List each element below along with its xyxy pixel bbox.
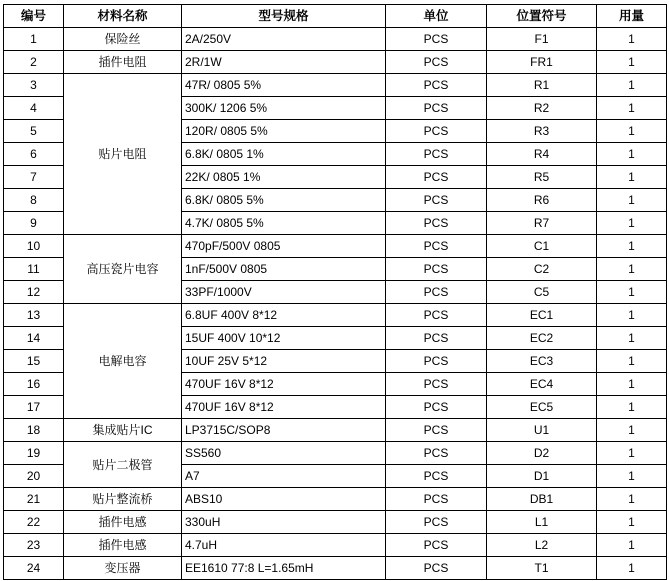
cell-spec: 6.8K/ 0805 1%	[182, 143, 386, 166]
cell-spec: LP3715C/SOP8	[182, 419, 386, 442]
table-row	[4, 442, 667, 465]
cell-unit: PCS	[386, 373, 487, 396]
cell-unit: PCS	[386, 143, 487, 166]
column-header-qty: 用量	[597, 5, 667, 28]
cell-designator: EC1	[487, 304, 597, 327]
column-header-designator: 位置符号	[487, 5, 597, 28]
cell-material-name: 插件电感	[64, 511, 182, 534]
table-row	[4, 557, 667, 580]
cell-designator: U1	[487, 419, 597, 442]
cell-no: 19	[4, 442, 64, 465]
cell-no: 7	[4, 166, 64, 189]
cell-unit: PCS	[386, 258, 487, 281]
cell-unit: PCS	[386, 166, 487, 189]
cell-designator: D1	[487, 465, 597, 488]
cell-material-name: 贴片整流桥	[64, 488, 182, 511]
cell-no: 11	[4, 258, 64, 281]
cell-designator: EC2	[487, 327, 597, 350]
cell-no: 1	[4, 28, 64, 51]
column-header-spec: 型号规格	[182, 5, 386, 28]
cell-unit: PCS	[386, 212, 487, 235]
cell-designator: R4	[487, 143, 597, 166]
cell-material-name: 贴片二极管	[64, 442, 182, 488]
cell-designator: EC5	[487, 396, 597, 419]
cell-unit: PCS	[386, 511, 487, 534]
cell-no: 10	[4, 235, 64, 258]
cell-no: 13	[4, 304, 64, 327]
cell-spec: A7	[182, 465, 386, 488]
cell-designator: F1	[487, 28, 597, 51]
cell-qty: 1	[597, 350, 667, 373]
cell-no: 3	[4, 74, 64, 97]
cell-unit: PCS	[386, 235, 487, 258]
cell-no: 8	[4, 189, 64, 212]
table-row	[4, 51, 667, 74]
cell-qty: 1	[597, 51, 667, 74]
cell-designator: R7	[487, 212, 597, 235]
cell-spec: 47R/ 0805 5%	[182, 74, 386, 97]
cell-no: 12	[4, 281, 64, 304]
cell-spec: 470pF/500V 0805	[182, 235, 386, 258]
cell-unit: PCS	[386, 97, 487, 120]
cell-material-name: 高压瓷片电容	[64, 235, 182, 304]
cell-spec: 330uH	[182, 511, 386, 534]
cell-qty: 1	[597, 465, 667, 488]
cell-designator: C5	[487, 281, 597, 304]
table-row	[4, 235, 667, 258]
cell-unit: PCS	[386, 281, 487, 304]
cell-designator: T1	[487, 557, 597, 580]
cell-qty: 1	[597, 557, 667, 580]
table-body	[4, 28, 667, 580]
cell-designator: EC4	[487, 373, 597, 396]
table-header	[4, 5, 667, 28]
table-row	[4, 511, 667, 534]
cell-no: 16	[4, 373, 64, 396]
cell-material-name: 变压器	[64, 557, 182, 580]
cell-qty: 1	[597, 235, 667, 258]
cell-spec: 15UF 400V 10*12	[182, 327, 386, 350]
cell-spec: 1nF/500V 0805	[182, 258, 386, 281]
cell-designator: C2	[487, 258, 597, 281]
cell-qty: 1	[597, 120, 667, 143]
cell-no: 22	[4, 511, 64, 534]
cell-qty: 1	[597, 488, 667, 511]
cell-designator: DB1	[487, 488, 597, 511]
cell-qty: 1	[597, 327, 667, 350]
cell-unit: PCS	[386, 120, 487, 143]
cell-designator: R1	[487, 74, 597, 97]
cell-no: 18	[4, 419, 64, 442]
column-header-unit: 单位	[386, 5, 487, 28]
cell-designator: R6	[487, 189, 597, 212]
cell-material-name: 电解电容	[64, 304, 182, 419]
cell-spec: 470UF 16V 8*12	[182, 396, 386, 419]
cell-material-name: 集成贴片IC	[64, 419, 182, 442]
cell-spec: 470UF 16V 8*12	[182, 373, 386, 396]
table-row	[4, 304, 667, 327]
cell-spec: 300K/ 1206 5%	[182, 97, 386, 120]
cell-no: 24	[4, 557, 64, 580]
cell-qty: 1	[597, 74, 667, 97]
column-header-no: 编号	[4, 5, 64, 28]
cell-unit: PCS	[386, 189, 487, 212]
cell-qty: 1	[597, 166, 667, 189]
cell-designator: D2	[487, 442, 597, 465]
table-row	[4, 74, 667, 97]
cell-unit: PCS	[386, 419, 487, 442]
cell-unit: PCS	[386, 442, 487, 465]
cell-unit: PCS	[386, 74, 487, 97]
cell-unit: PCS	[386, 396, 487, 419]
cell-material-name: 贴片电阻	[64, 74, 182, 235]
cell-material-name: 保险丝	[64, 28, 182, 51]
cell-qty: 1	[597, 304, 667, 327]
cell-no: 17	[4, 396, 64, 419]
cell-designator: EC3	[487, 350, 597, 373]
cell-material-name: 插件电阻	[64, 51, 182, 74]
cell-unit: PCS	[386, 327, 487, 350]
cell-spec: ABS10	[182, 488, 386, 511]
cell-spec: EE1610 77:8 L=1.65mH	[182, 557, 386, 580]
cell-qty: 1	[597, 258, 667, 281]
table-row	[4, 28, 667, 51]
cell-designator: FR1	[487, 51, 597, 74]
cell-spec: 2R/1W	[182, 51, 386, 74]
table-row	[4, 488, 667, 511]
cell-no: 2	[4, 51, 64, 74]
cell-qty: 1	[597, 534, 667, 557]
cell-qty: 1	[597, 373, 667, 396]
cell-spec: 10UF 25V 5*12	[182, 350, 386, 373]
column-header-name: 材料名称	[64, 5, 182, 28]
cell-unit: PCS	[386, 51, 487, 74]
cell-designator: L2	[487, 534, 597, 557]
cell-spec: 4.7K/ 0805 5%	[182, 212, 386, 235]
cell-spec: 6.8K/ 0805 5%	[182, 189, 386, 212]
table-row	[4, 534, 667, 557]
cell-unit: PCS	[386, 534, 487, 557]
bom-table	[3, 4, 667, 580]
cell-spec: 120R/ 0805 5%	[182, 120, 386, 143]
cell-material-name: 插件电感	[64, 534, 182, 557]
cell-spec: SS560	[182, 442, 386, 465]
cell-qty: 1	[597, 442, 667, 465]
cell-spec: 22K/ 0805 1%	[182, 166, 386, 189]
cell-no: 21	[4, 488, 64, 511]
header-row	[4, 5, 667, 28]
cell-qty: 1	[597, 212, 667, 235]
cell-no: 23	[4, 534, 64, 557]
cell-designator: R3	[487, 120, 597, 143]
cell-qty: 1	[597, 189, 667, 212]
cell-no: 5	[4, 120, 64, 143]
cell-qty: 1	[597, 396, 667, 419]
cell-qty: 1	[597, 419, 667, 442]
cell-no: 20	[4, 465, 64, 488]
cell-qty: 1	[597, 143, 667, 166]
cell-qty: 1	[597, 97, 667, 120]
cell-qty: 1	[597, 511, 667, 534]
cell-no: 9	[4, 212, 64, 235]
cell-unit: PCS	[386, 557, 487, 580]
cell-unit: PCS	[386, 488, 487, 511]
cell-designator: R5	[487, 166, 597, 189]
cell-no: 4	[4, 97, 64, 120]
cell-designator: R2	[487, 97, 597, 120]
cell-unit: PCS	[386, 304, 487, 327]
table-row	[4, 419, 667, 442]
cell-unit: PCS	[386, 465, 487, 488]
cell-designator: C1	[487, 235, 597, 258]
cell-spec: 4.7uH	[182, 534, 386, 557]
cell-unit: PCS	[386, 350, 487, 373]
cell-designator: L1	[487, 511, 597, 534]
cell-spec: 6.8UF 400V 8*12	[182, 304, 386, 327]
cell-spec: 2A/250V	[182, 28, 386, 51]
cell-qty: 1	[597, 28, 667, 51]
cell-spec: 33PF/1000V	[182, 281, 386, 304]
cell-no: 6	[4, 143, 64, 166]
cell-no: 15	[4, 350, 64, 373]
cell-qty: 1	[597, 281, 667, 304]
cell-no: 14	[4, 327, 64, 350]
cell-unit: PCS	[386, 28, 487, 51]
